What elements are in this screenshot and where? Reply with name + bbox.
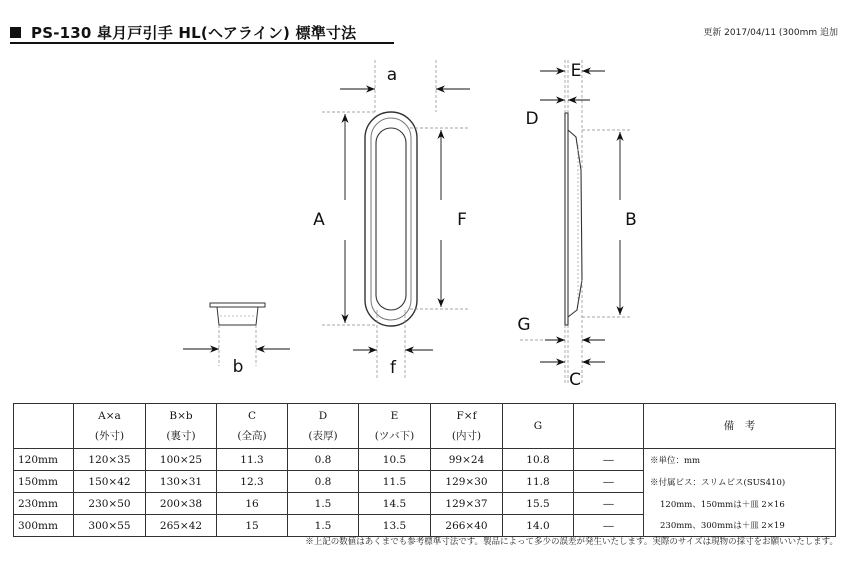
dim-label-f: f (390, 358, 396, 378)
cell-size: 150mm (14, 471, 74, 493)
cell-Ff: 129×37 (431, 493, 503, 515)
cell-C: 15 (217, 515, 288, 537)
table-row (14, 449, 836, 471)
dim-label-F: F (457, 210, 467, 230)
cell-Aa: 230×50 (74, 493, 146, 515)
front-outer-outline (365, 112, 417, 326)
header-cell: F×f (内寸) (431, 404, 503, 449)
header-cell-remarks: 備 考 (644, 404, 836, 449)
cell-E: 10.5 (359, 449, 431, 471)
cell-D: 0.8 (288, 471, 359, 493)
table-row (14, 515, 836, 537)
dim-label-b: b (232, 357, 244, 377)
cell-Ff: 266×40 (431, 515, 503, 537)
cell-extra: ― (574, 515, 644, 537)
front-extension-lines (322, 60, 470, 378)
front-view (365, 112, 417, 326)
dim-label-G: G (517, 315, 531, 335)
header-cell: B×b (裏寸) (146, 404, 217, 449)
cell-note: 120mm、150mmは＋皿 2×16 (644, 493, 836, 515)
cell-C: 11.3 (217, 449, 288, 471)
dim-label-D: D (525, 109, 539, 129)
table-row (14, 471, 836, 493)
cell-extra: ― (574, 493, 644, 515)
cell-Ff: 129×30 (431, 471, 503, 493)
footnote: ※上記の数値はあくまでも参考標準寸法です。製品によって多少の誤差が発生いたします。実際のサイズは現物の採寸をお願いいたします。 (305, 537, 838, 547)
cell-C: 12.3 (217, 471, 288, 493)
page-title-text: PS-130 皐月戸引手 HL(ヘアライン) 標準寸法 (31, 24, 357, 42)
cell-Aa: 150×42 (74, 471, 146, 493)
table-header-row (14, 404, 836, 449)
cell-G: 11.8 (503, 471, 574, 493)
side-view (565, 113, 582, 325)
cell-size: 230mm (14, 493, 74, 515)
side-body (568, 130, 582, 317)
header-cell: D (表厚) (288, 404, 359, 449)
dim-label-E: E (570, 61, 582, 81)
cell-E: 11.5 (359, 471, 431, 493)
cell-Bb: 100×25 (146, 449, 217, 471)
cell-note: ※付属ビス：スリムビス(SUS410) (644, 471, 836, 493)
dim-label-a: a (386, 65, 398, 85)
side-flange (565, 113, 568, 325)
spec-table (13, 403, 836, 537)
cell-G: 10.8 (503, 449, 574, 471)
cell-extra: ― (574, 449, 644, 471)
cell-Bb: 130×31 (146, 471, 217, 493)
dim-label-A: A (313, 210, 325, 230)
update-note: 更新 2017/04/11 (300mm 追加 (703, 28, 838, 38)
front-mid-outline (371, 118, 411, 320)
bottom-flange (210, 303, 265, 307)
cell-D: 1.5 (288, 515, 359, 537)
header-cell (14, 404, 74, 449)
header-cell: C (全高) (217, 404, 288, 449)
header-cell: E (ツバ下) (359, 404, 431, 449)
table-row (14, 493, 836, 515)
cell-note: 230mm、300mmは＋皿 2×19 (644, 515, 836, 537)
cell-D: 0.8 (288, 449, 359, 471)
cell-D: 1.5 (288, 493, 359, 515)
dim-label-B: B (625, 210, 637, 230)
bottom-view (210, 303, 265, 325)
cell-G: 14.0 (503, 515, 574, 537)
cell-Bb: 200×38 (146, 493, 217, 515)
cell-Bb: 265×42 (146, 515, 217, 537)
cell-E: 14.5 (359, 493, 431, 515)
cell-size: 300mm (14, 515, 74, 537)
cell-note: ※単位：mm (644, 449, 836, 471)
cell-G: 15.5 (503, 493, 574, 515)
header-cell (574, 404, 644, 449)
cell-Ff: 99×24 (431, 449, 503, 471)
header-cell: A×a (外寸) (74, 404, 146, 449)
cell-Aa: 120×35 (74, 449, 146, 471)
dim-label-C: C (569, 370, 581, 390)
header-cell: G (503, 404, 574, 449)
cell-extra: ― (574, 471, 644, 493)
cell-E: 13.5 (359, 515, 431, 537)
cell-Aa: 300×55 (74, 515, 146, 537)
cell-size: 120mm (14, 449, 74, 471)
front-inner-recess (376, 128, 406, 310)
cell-C: 16 (217, 493, 288, 515)
